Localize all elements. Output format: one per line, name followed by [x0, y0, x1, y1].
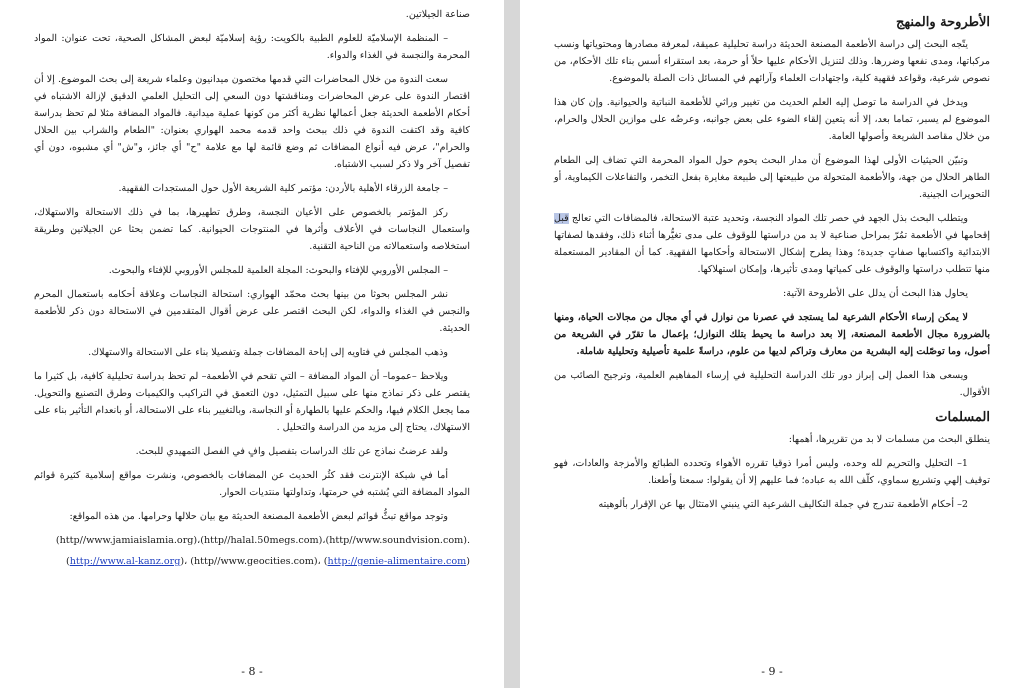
list-item: 1– التحليل والتحريم لله وحده، وليس أمرا ذوقيا تقرره الأهواء وتحدده الطبائع والأمزجة والعادات، فهو توقيف إلهي وتشريع سماوي، كلّف الله به عباده؛ فما عليهم إلا أن يقولوا: سمعنا وأطعنا.	[554, 458, 990, 486]
paragraph-text: ويتطلب البحث بذل الجهد في حصر تلك المواد النجسة، وتحديد عتبة الاستحالة، فالمضافات التي تعالج	[568, 213, 968, 224]
website-links-line: (http://www.al-kanz.org)، (http//www.geocities.com)، (http://genie-alimentaire.com)	[65, 556, 470, 567]
paragraph: ويدخل في الدراسة ما توصل إليه العلم الحديث من تغيير وراثي للأطعمة النباتية والحيوانية. وإن كان هذا الموضوع لم يسبر، تماما بعد، إلا أنه يتعين إلقاء الضوء على بعض جوانبه، وعرضُه على موازين الحلال والحرام، من خلال مقاصد الشريعة وأصولها العامة.	[554, 97, 990, 142]
website-links-line	[34, 532, 470, 549]
list-item: 2– أحكام الأطعمة تندرج في جملة التكاليف الشرعية التي ينبني الامتثال بها عن الإقرار بألوهيته	[598, 499, 968, 510]
page-number: - 8 -	[241, 665, 263, 678]
paragraph: وذهب المجلس في فتاويه إلى إباحة المضافات جملة وتفصيلا بناء على الاستحالة والاستهلاك.	[88, 347, 448, 358]
thesis-statement: لا يمكن إرساء الأحكام الشرعية لما يستجد في عصرنا من نوازل في أي مجال من مجالات الحياة، ومنها بالضرورة مجال الأطعمة المصنعة، إلا بعد دراسة ما يحيط بتلك النوازل؛ بإعمال ما تقرّر في الشريعة من أصول، وما توصّلت إليه البشرية من معارف وتراكم لديها من علوم، دراسةً علمية تأصيلية وتحليلية شاملة.	[554, 312, 990, 357]
paragraph	[554, 210, 990, 278]
paragraph: يحاول هذا البحث أن يدلل على الأطروحة الآتية:	[783, 288, 968, 299]
paragraph-text: إقحامها في الأطعمة تمُرّ بمراحل صناعية لا بد من دراستها للوقوف على مدى تغيُّرها أثناء ذلك، وفقدها لصفاتها الابتدائية واكتسابها صفاتٍ جديدة؛ وهذا يطرح إشكال الاستحالة وأحكامها الفقهية. كما أن المقادير المستعملة منها تتطلب دراستها والوقوف على كمياتها ومدى تأثيرها، وإمكان استهلاكها.	[554, 230, 991, 275]
paragraph: وتوجد مواقع تبثُّ قوائم لبعض الأطعمة المصنعة الحديثة مع بيان حلالها وحرامها. من هذه المواقع:	[69, 511, 448, 522]
paragraph: ينطلق البحث من مسلمات لا بد من تقريرها، أهمها:	[788, 434, 990, 445]
paragraph: – المجلس الأوروبي للإفتاء والبحوث: المجلة العلمية للمجلس الأوروبي للإفتاء والبحوث.	[108, 265, 448, 276]
paragraph: وتبيّن الحيثيات الأولى لهذا الموضوع أن مدار البحث يحوم حول المواد المحرمة التي تضاف إلى الطعام الطاهر الحلال من جهة، والأطعمة المتحولة من طبيعتها إلى طبيعة مغايرة بفعل التخمر، والتفاعلات الكيماوية، أو التحويرات الجينية.	[554, 155, 990, 200]
paragraph: ويسعى هذا العمل إلى إبراز دور تلك الدراسة التحليلية في إرساء المفاهيم العلمية، وترجيح الصائب من الأقوال.	[554, 370, 990, 398]
paragraph: – جامعة الزرقاء الأهلية بالأردن: مؤتمر كلية الشريعة الأول حول المستجدات الفقهية.	[118, 183, 448, 194]
paragraph: أما في شبكة الإنترنت فقد كثُر الحديث عن المضافات بالخصوص، ونشرت مواقع إسلامية كثيرة قوائم المواد المضافة التي يُشتبه في حرمتها، وتداولتها منتديات الحوار.	[34, 470, 470, 498]
link-al-kanz[interactable]: http://www.al-kanz.org	[69, 556, 181, 567]
paragraph: سعت الندوة من خلال المحاضرات التي قدمها مختصون ميدانيون وعلماء شريعة إلى بحث الموضوع. إلا أن اقتصار الندوة على عرض المحاضرات ومناقشتها دون السعي إلى التحليل العلمي الدقيق لإزالة الاشتباه في أحكام الأطعمة الحديثة جعل أعمالها نظرية أكثر من كونها عملية ميدانية. فالمواد المضافة مثلا لم تحظ بدراسة كافية وقد اكتفت الندوة في ذلك ببحث واحد قدمه محمد الهواري بعنوان: "الطعام والشراب بين الحلال والحرام"، عرض فيه أنواع المضافات ثم وضع قائمة لها مع علامة "ح" أي جائز، و"ش" أي مشبوه، دون أي تفصيل آخر ولا ذكر لسبب الاشتباه.	[34, 74, 470, 170]
link-geocities: (http//www.geocities.com	[190, 556, 314, 567]
paragraph: ولقد عرضتُ نماذج عن تلك الدراسات بتفصيل وافٍ في الفصل التمهيدي للبحث.	[135, 446, 448, 457]
highlighted-word[interactable]: قبل	[554, 213, 569, 224]
paragraph: ركز المؤتمر بالخصوص على الأعيان النجسة، وطرق تطهيرها، بما في ذلك الاستحالة والاستهلاك، واستعمال النجاسات في الأعلاف وأثرها في المنتوجات الحيوانية. كما تضمن بحثا عن الجيلاتين وطريقة استخلاصه واستعمالاته من الناحية التقنية.	[34, 207, 470, 252]
page-gutter	[504, 0, 520, 688]
paragraph: نشر المجلس بحوثا من بينها بحث محمّد الهواري: استحالة النجاسات وعلاقة أحكامه باستعمال المحرم والنجس في الغذاء والدواء، لكن البحث اقتصر على عرض أقوال المتقدمين في الاستحالة دون ذكر للأطعمة الحديثة.	[34, 289, 470, 334]
paragraph: – المنظمة الإسلاميّة للعلوم الطبية بالكويت: رؤية إسلاميّة لبعض المشاكل الصحية، تحت عنوان: المواد المحرمة والنجسة في الغذاء والدواء.	[34, 33, 470, 61]
paragraph: صناعة الجيلاتين.	[405, 9, 470, 20]
website-links-text: (http//www.jamiaislamia.org)،(http//halal.50megs.com)،(http//www.soundvision.com).	[55, 535, 470, 546]
paragraph: ويلاحظ –عموما– أن المواد المضافة – التي تقحم في الأطعمة– لم تحظ بدراسة تحليلية كافية، بل كثيرا ما يقتصر على ذكر نماذج منها على سبيل التمثيل، دون التعمق في التراكيب والكيميات وطرق التصنيع والتحويل. مما يجعل الكلام فيها، والحكم عليها بالطهارة أو النجاسة، وبالتغيير بناء على الاستحالة، أو بانعدام التأثير بناء على الاستهلاك، يحتاج إلى مزيد من الدراسة والتحليل .	[34, 371, 470, 433]
section-heading: الأطروحة والمنهج	[895, 15, 990, 30]
paragraph: يتّجه البحث إلى دراسة الأطعمة المصنعة الحديثة دراسة تحليلية عميقة، لمعرفة مصادرها ومحتوياتها ونسب مركباتها، ومدى نفعها وضررها. وذلك لتنزيل الأحكام عليها حلاً أو حرمة، بعد استقراء أسس بناء تلك الأحكام، من نصوص شرعية، وقواعد فقهية كلية، واجتهادات العلماء وآرائهم في المسائل ذات الصلة بالموضوع.	[554, 39, 990, 84]
link-genie-alimentaire[interactable]: http://genie-alimentaire.com	[327, 556, 467, 567]
section-heading: المسلمات	[935, 410, 990, 425]
right-page	[520, 0, 1024, 688]
left-page	[0, 0, 504, 688]
page-number: - 9 -	[761, 665, 783, 678]
